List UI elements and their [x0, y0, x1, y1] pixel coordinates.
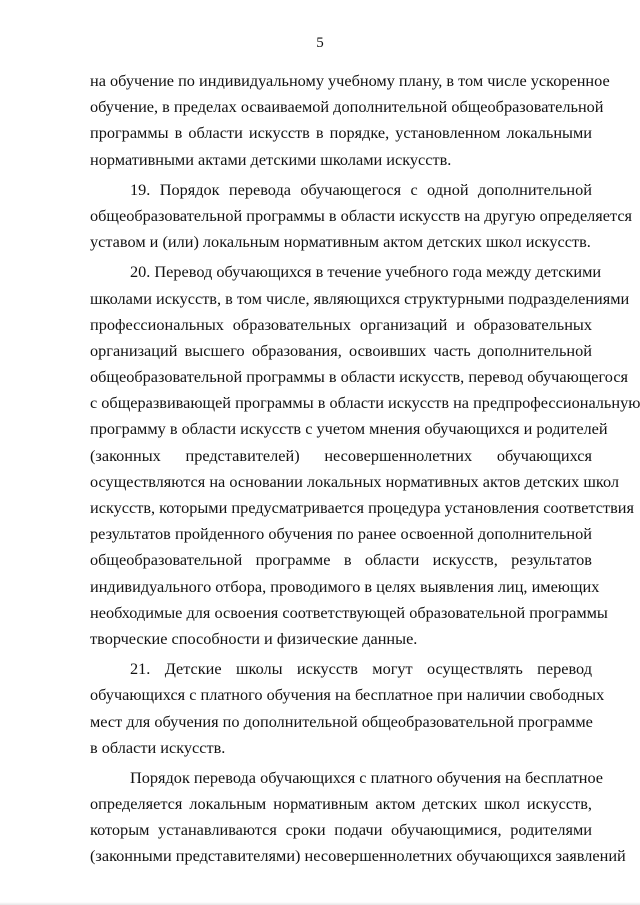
text-line: с общеразвивающей программы в области искусств на предпрофессиональную	[90, 393, 640, 413]
text-line: на обучение по индивидуальному учебному плану, в том числе ускоренное	[90, 71, 610, 90]
text-line: общеобразовательной программе в области искусств, результатов	[90, 550, 592, 570]
text-line: нормативными актами детскими школами искусств.	[90, 149, 452, 169]
text-line: обучающихся с платного обучения на бесплатное при наличии свободных	[90, 685, 605, 705]
text-line: определяется локальным нормативным актом детских школ искусств,	[90, 794, 592, 814]
text-line: мест для обучения по дополнительной общеобразовательной программе	[90, 711, 593, 731]
page-number: 5	[316, 35, 324, 51]
text-line: организаций высшего образования, освоивших часть дополнительной	[90, 340, 592, 360]
text-line: в области искусств.	[90, 737, 226, 757]
text-line: творческие способности и физические данные.	[90, 628, 418, 648]
text-line: результатов пройденного обучения по ранее освоенной дополнительной	[90, 524, 592, 544]
text-line: необходимые для освоения соответствующей образовательной программы	[90, 602, 608, 622]
text-line: 20. Перевод обучающихся в течение учебного года между детскими	[130, 262, 602, 282]
text-line: программу в области искусств с учетом мнения обучающихся и родителей	[90, 419, 608, 439]
text-line: общеобразовательной программы в области искусств на другую определяется	[90, 205, 633, 225]
text-line: осуществляются на основании локальных нормативных актов детских школ	[90, 471, 619, 491]
text-line: Порядок перевода обучающихся с платного обучения на бесплатное	[130, 767, 604, 787]
text-line: обучение, в пределах осваиваемой дополнительной общеобразовательной	[90, 97, 604, 117]
text-line: искусств, которыми предусматривается процедура установления соответствия	[90, 498, 634, 517]
text-line: общеобразовательной программы в области искусств, перевод обучающегося	[90, 367, 629, 387]
text-line: профессиональных образовательных организаций и образовательных	[90, 314, 592, 334]
text-line: которым устанавливаются сроки подачи обучающимися, родителями	[90, 820, 592, 840]
text-line: (законными представителями) несовершеннолетних обучающихся заявлений	[90, 846, 626, 866]
text-line: 19. Порядок перевода обучающегося с одной дополнительной	[130, 179, 592, 199]
text-line: программы в области искусств в порядке, установленном локальными	[90, 123, 592, 143]
text-line: 21. Детские школы искусств могут осуществлять перевод	[130, 659, 592, 679]
text-line: школами искусств, в том числе, являющихся структурными подразделениями	[90, 288, 630, 308]
text-line: индивидуального отбора, проводимого в целях выявления лиц, имеющих	[90, 576, 600, 596]
text-line: уставом и (или) локальным нормативным актом детских школ искусств.	[90, 232, 591, 252]
text-line: (законных представителей) несовершеннолетних обучающихся	[90, 445, 592, 465]
document-body	[90, 68, 640, 870]
